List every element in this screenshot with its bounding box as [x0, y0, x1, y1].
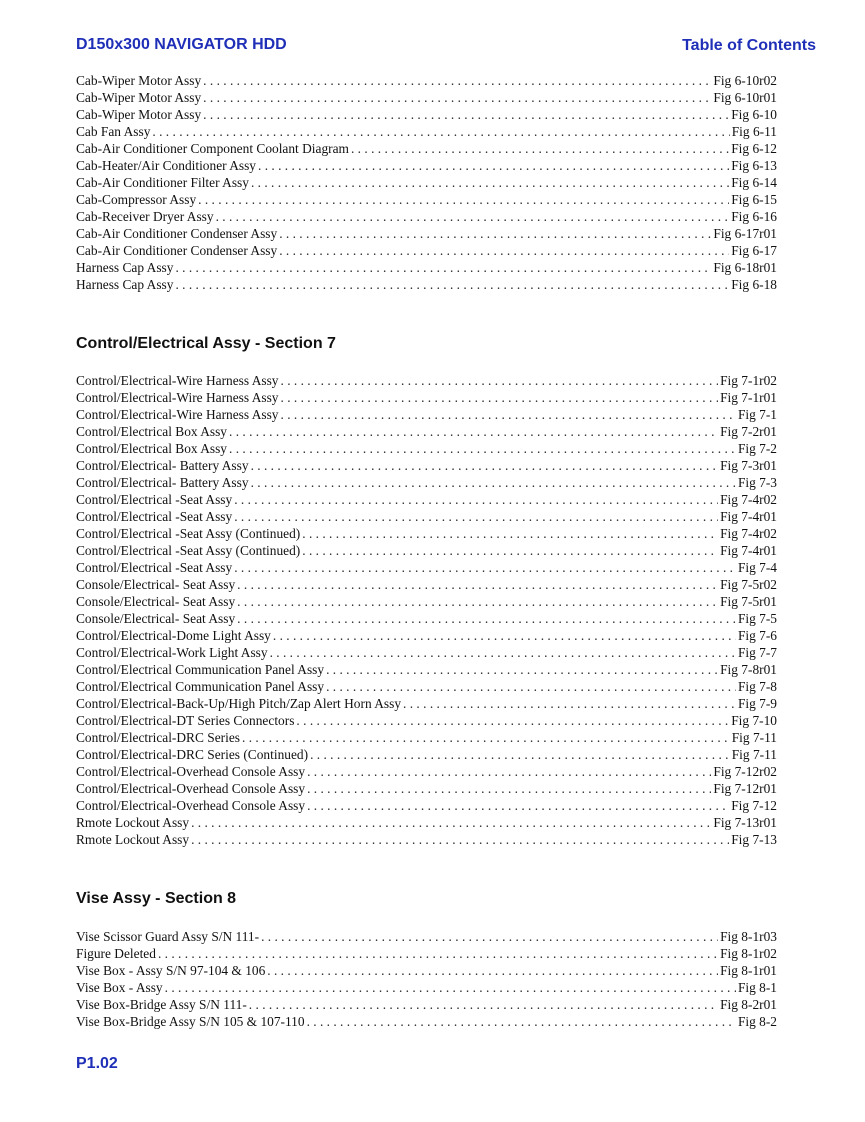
toc-entry[interactable] — [76, 746, 777, 763]
toc-leader-dots — [234, 491, 718, 508]
toc-leader-dots — [273, 627, 736, 644]
toc-entry[interactable] — [76, 593, 777, 610]
toc-entry-title: Control/Electrical-Wire Harness Assy — [76, 407, 279, 422]
toc-entry[interactable] — [76, 225, 777, 242]
toc-entry-figure: Fig 6-10r01 — [713, 90, 777, 105]
toc-entry[interactable] — [76, 508, 777, 525]
toc-entry[interactable] — [76, 979, 777, 996]
toc-entry-title: Control/Electrical-Back-Up/High Pitch/Zap Alert Horn Assy — [76, 696, 402, 711]
toc-leader-dots — [237, 593, 718, 610]
toc-entry-figure: Fig 6-13 — [731, 158, 777, 173]
toc-entry[interactable] — [76, 276, 777, 293]
toc-entry-figure: Fig 7-5r01 — [720, 594, 777, 609]
toc-leader-dots — [198, 191, 729, 208]
toc-entry-title: Cab-Compressor Assy — [76, 192, 197, 207]
toc-entry-figure: Fig 7-11 — [731, 730, 777, 745]
toc-entry-figure: Fig 8-1 — [737, 980, 777, 995]
toc-entry-title: Vise Box-Bridge Assy S/N 105 & 107-110 — [76, 1014, 305, 1029]
toc-entry-figure: Fig 7-8 — [737, 679, 777, 694]
toc-entry-title: Vise Scissor Guard Assy S/N 111- — [76, 929, 260, 944]
toc-leader-dots — [152, 123, 729, 140]
toc-entry[interactable] — [76, 242, 777, 259]
toc-entry-figure: Fig 6-15 — [731, 192, 777, 207]
toc-entry[interactable] — [76, 123, 777, 140]
toc-entry[interactable] — [76, 525, 777, 542]
toc-entry-figure: Fig 7-3r01 — [720, 458, 777, 473]
toc-entry-figure: Fig 7-2r01 — [720, 424, 777, 439]
toc-entry[interactable] — [76, 559, 777, 576]
toc-entry-title: Cab-Heater/Air Conditioner Assy — [76, 158, 256, 173]
toc-entry-figure: Fig 7-5 — [737, 611, 777, 626]
toc-entry[interactable] — [76, 695, 777, 712]
toc-entry-title: Cab-Air Conditioner Condenser Assy — [76, 226, 278, 241]
toc-entry-title: Control/Electrical Communication Panel Assy — [76, 679, 325, 694]
toc-leader-dots — [307, 780, 711, 797]
toc-entry-figure: Fig 8-2 — [737, 1014, 777, 1029]
toc-entry-title: Control/Electrical -Seat Assy — [76, 492, 233, 507]
toc-leader-dots — [234, 559, 736, 576]
toc-entry-title: Control/Electrical- Battery Assy — [76, 475, 249, 490]
toc-entry-figure: Fig 7-12r02 — [713, 764, 777, 779]
toc-leader-dots — [279, 225, 711, 242]
toc-entry[interactable] — [76, 191, 777, 208]
toc-leader-dots — [251, 174, 729, 191]
document-title: D150x300 NAVIGATOR HDD — [76, 36, 287, 53]
toc-leader-dots — [216, 208, 730, 225]
toc-entry-figure: Fig 6-17r01 — [713, 226, 777, 241]
toc-leader-dots — [326, 661, 718, 678]
toc-entry[interactable] — [76, 406, 777, 423]
toc-entry-figure: Fig 7-4r02 — [720, 492, 777, 507]
toc-entry-figure: Fig 7-4r01 — [720, 509, 777, 524]
toc-entry-figure: Fig 8-1r01 — [720, 963, 777, 978]
toc-leader-dots — [242, 729, 730, 746]
toc-entry-title: Cab-Wiper Motor Assy — [76, 73, 202, 88]
toc-entry-title: Cab-Receiver Dryer Assy — [76, 209, 214, 224]
toc-entry[interactable] — [76, 474, 777, 491]
toc-entry-figure: Fig 7-4 — [737, 560, 777, 575]
toc-leader-dots — [165, 979, 736, 996]
toc-entry-figure: Fig 7-2 — [737, 441, 777, 456]
toc-leader-dots — [158, 945, 718, 962]
toc-entry-title: Console/Electrical- Seat Assy — [76, 577, 236, 592]
toc-entry-figure: Fig 6-10 — [731, 107, 777, 122]
toc-entry[interactable] — [76, 72, 777, 89]
toc-entry-title: Control/Electrical-Overhead Console Assy — [76, 781, 306, 796]
toc-entry-title: Control/Electrical Communication Panel Assy — [76, 662, 325, 677]
toc-block-section-6 — [76, 72, 777, 293]
toc-leader-dots — [351, 140, 729, 157]
toc-leader-dots — [296, 712, 729, 729]
toc-leader-dots — [302, 525, 718, 542]
toc-entry-figure: Fig 7-1r01 — [720, 390, 777, 405]
toc-entry-title: Console/Electrical- Seat Assy — [76, 611, 236, 626]
toc-leader-dots — [251, 457, 719, 474]
toc-entry[interactable] — [76, 661, 777, 678]
toc-entry-title: Rmote Lockout Assy — [76, 815, 190, 830]
toc-entry-figure: Fig 7-13 — [731, 832, 777, 847]
toc-leader-dots — [281, 372, 719, 389]
toc-leader-dots — [267, 962, 718, 979]
toc-entry-title: Control/Electrical -Seat Assy — [76, 560, 233, 575]
toc-entry-figure: Fig 7-13r01 — [713, 815, 777, 830]
toc-entry-figure: Fig 7-6 — [737, 628, 777, 643]
toc-leader-dots — [203, 72, 711, 89]
toc-entry[interactable] — [76, 491, 777, 508]
toc-leader-dots — [261, 928, 718, 945]
toc-entry-figure: Fig 7-9 — [737, 696, 777, 711]
toc-entry[interactable] — [76, 89, 777, 106]
toc-entry-figure: Fig 6-10r02 — [713, 73, 777, 88]
toc-leader-dots — [302, 542, 718, 559]
toc-entry[interactable] — [76, 814, 777, 831]
toc-entry-figure: Fig 7-4r01 — [720, 543, 777, 558]
toc-entry-figure: Fig 6-18 — [731, 277, 777, 292]
toc-entry-figure: Fig 7-1 — [737, 407, 777, 422]
toc-entry-title: Cab-Air Conditioner Filter Assy — [76, 175, 249, 190]
toc-entry-figure: Fig 7-1r02 — [720, 373, 777, 388]
toc-entry-figure: Fig 6-11 — [731, 124, 777, 139]
toc-entry[interactable] — [76, 208, 777, 225]
toc-entry[interactable] — [76, 440, 777, 457]
toc-entry-title: Control/Electrical-DT Series Connectors — [76, 713, 295, 728]
toc-entry[interactable] — [76, 610, 777, 627]
toc-entry-title: Control/Electrical -Seat Assy (Continued) — [76, 526, 301, 541]
toc-entry-title: Control/Electrical-Work Light Assy — [76, 645, 268, 660]
section-heading-8: Vise Assy - Section 8 — [76, 890, 237, 907]
toc-entry[interactable] — [76, 712, 777, 729]
toc-entry[interactable] — [76, 1013, 777, 1030]
toc-leader-dots — [307, 797, 729, 814]
toc-entry[interactable] — [76, 140, 777, 157]
toc-entry-title: Cab-Wiper Motor Assy — [76, 107, 202, 122]
toc-entry[interactable] — [76, 831, 777, 848]
toc-entry-title: Vise Box - Assy S/N 97-104 & 106 — [76, 963, 266, 978]
toc-entry-figure: Fig 7-4r02 — [720, 526, 777, 541]
page-number: P1.02 — [76, 1055, 118, 1072]
toc-entry-figure: Fig 8-1r02 — [720, 946, 777, 961]
toc-leader-dots — [203, 89, 711, 106]
toc-entry-title: Harness Cap Assy — [76, 277, 174, 292]
toc-entry-title: Control/Electrical- Battery Assy — [76, 458, 249, 473]
toc-header-label: Table of Contents — [682, 37, 816, 54]
toc-entry-title: Control/Electrical-Overhead Console Assy — [76, 798, 306, 813]
toc-entry-title: Vise Box - Assy — [76, 980, 163, 995]
toc-entry-figure: Fig 6-17 — [731, 243, 777, 258]
toc-entry-title: Control/Electrical-Wire Harness Assy — [76, 373, 279, 388]
toc-entry[interactable] — [76, 797, 777, 814]
toc-entry-title: Rmote Lockout Assy — [76, 832, 190, 847]
toc-entry-figure: Fig 7-3 — [737, 475, 777, 490]
toc-leader-dots — [326, 678, 736, 695]
toc-entry-title: Figure Deleted — [76, 946, 156, 961]
toc-entry-figure: Fig 7-10 — [731, 713, 777, 728]
toc-leader-dots — [279, 242, 729, 259]
toc-entry-figure: Fig 6-16 — [731, 209, 777, 224]
toc-leader-dots — [175, 276, 729, 293]
toc-entry-figure: Fig 7-5r02 — [720, 577, 777, 592]
toc-entry[interactable] — [76, 945, 777, 962]
toc-entry[interactable] — [76, 962, 777, 979]
toc-entry-title: Cab Fan Assy — [76, 124, 151, 139]
toc-entry[interactable] — [76, 372, 777, 389]
toc-entry[interactable] — [76, 457, 777, 474]
toc-entry-figure: Fig 7-12 — [731, 798, 777, 813]
toc-entry-title: Control/Electrical-Overhead Console Assy — [76, 764, 306, 779]
toc-leader-dots — [175, 259, 711, 276]
toc-entry-title: Console/Electrical- Seat Assy — [76, 594, 236, 609]
toc-entry-figure: Fig 7-12r01 — [713, 781, 777, 796]
toc-block-section-7 — [76, 372, 777, 848]
toc-leader-dots — [229, 423, 718, 440]
toc-entry[interactable] — [76, 763, 777, 780]
toc-entry-figure: Fig 8-1r03 — [720, 929, 777, 944]
toc-entry-figure: Fig 8-2r01 — [720, 997, 777, 1012]
toc-leader-dots — [258, 157, 729, 174]
toc-entry[interactable] — [76, 627, 777, 644]
toc-leader-dots — [191, 831, 729, 848]
toc-leader-dots — [310, 746, 730, 763]
toc-entry[interactable] — [76, 106, 777, 123]
toc-leader-dots — [237, 576, 718, 593]
toc-entry-title: Control/Electrical -Seat Assy — [76, 509, 233, 524]
toc-entry[interactable] — [76, 928, 777, 945]
toc-entry-title: Control/Electrical-Dome Light Assy — [76, 628, 271, 643]
toc-leader-dots — [237, 610, 736, 627]
toc-entry-title: Control/Electrical Box Assy — [76, 424, 227, 439]
toc-leader-dots — [234, 508, 718, 525]
toc-leader-dots — [281, 389, 719, 406]
toc-entry-title: Harness Cap Assy — [76, 260, 174, 275]
toc-entry-figure: Fig 6-14 — [731, 175, 777, 190]
toc-leader-dots — [307, 1013, 736, 1030]
toc-leader-dots — [249, 996, 718, 1013]
toc-entry-figure: Fig 7-7 — [737, 645, 777, 660]
toc-entry-title: Cab-Air Conditioner Condenser Assy — [76, 243, 278, 258]
toc-entry[interactable] — [76, 644, 777, 661]
toc-entry[interactable] — [76, 174, 777, 191]
toc-entry-figure: Fig 6-18r01 — [713, 260, 777, 275]
toc-entry[interactable] — [76, 542, 777, 559]
toc-leader-dots — [307, 763, 711, 780]
toc-block-section-8 — [76, 928, 777, 1030]
toc-leader-dots — [270, 644, 736, 661]
toc-entry-title: Cab-Wiper Motor Assy — [76, 90, 202, 105]
toc-leader-dots — [229, 440, 736, 457]
toc-entry[interactable] — [76, 996, 777, 1013]
toc-leader-dots — [251, 474, 736, 491]
toc-entry[interactable] — [76, 259, 777, 276]
toc-leader-dots — [191, 814, 711, 831]
toc-entry[interactable] — [76, 576, 777, 593]
toc-entry-title: Control/Electrical-DRC Series — [76, 730, 240, 745]
toc-entry[interactable] — [76, 780, 777, 797]
toc-entry[interactable] — [76, 157, 777, 174]
toc-leader-dots — [281, 406, 736, 423]
toc-entry-title: Control/Electrical-Wire Harness Assy — [76, 390, 279, 405]
toc-leader-dots — [403, 695, 736, 712]
toc-entry[interactable] — [76, 678, 777, 695]
toc-entry-title: Vise Box-Bridge Assy S/N 111- — [76, 997, 247, 1012]
section-heading-7: Control/Electrical Assy - Section 7 — [76, 335, 336, 352]
toc-leader-dots — [203, 106, 729, 123]
toc-entry-title: Control/Electrical -Seat Assy (Continued) — [76, 543, 301, 558]
toc-entry-title: Cab-Air Conditioner Component Coolant Diagram — [76, 141, 349, 156]
toc-entry-figure: Fig 6-12 — [731, 141, 777, 156]
toc-entry-figure: Fig 7-8r01 — [720, 662, 777, 677]
toc-entry-title: Control/Electrical-DRC Series (Continued) — [76, 747, 309, 762]
toc-entry[interactable] — [76, 423, 777, 440]
toc-entry[interactable] — [76, 729, 777, 746]
toc-entry[interactable] — [76, 389, 777, 406]
toc-entry-title: Control/Electrical Box Assy — [76, 441, 227, 456]
toc-entry-figure: Fig 7-11 — [731, 747, 777, 762]
